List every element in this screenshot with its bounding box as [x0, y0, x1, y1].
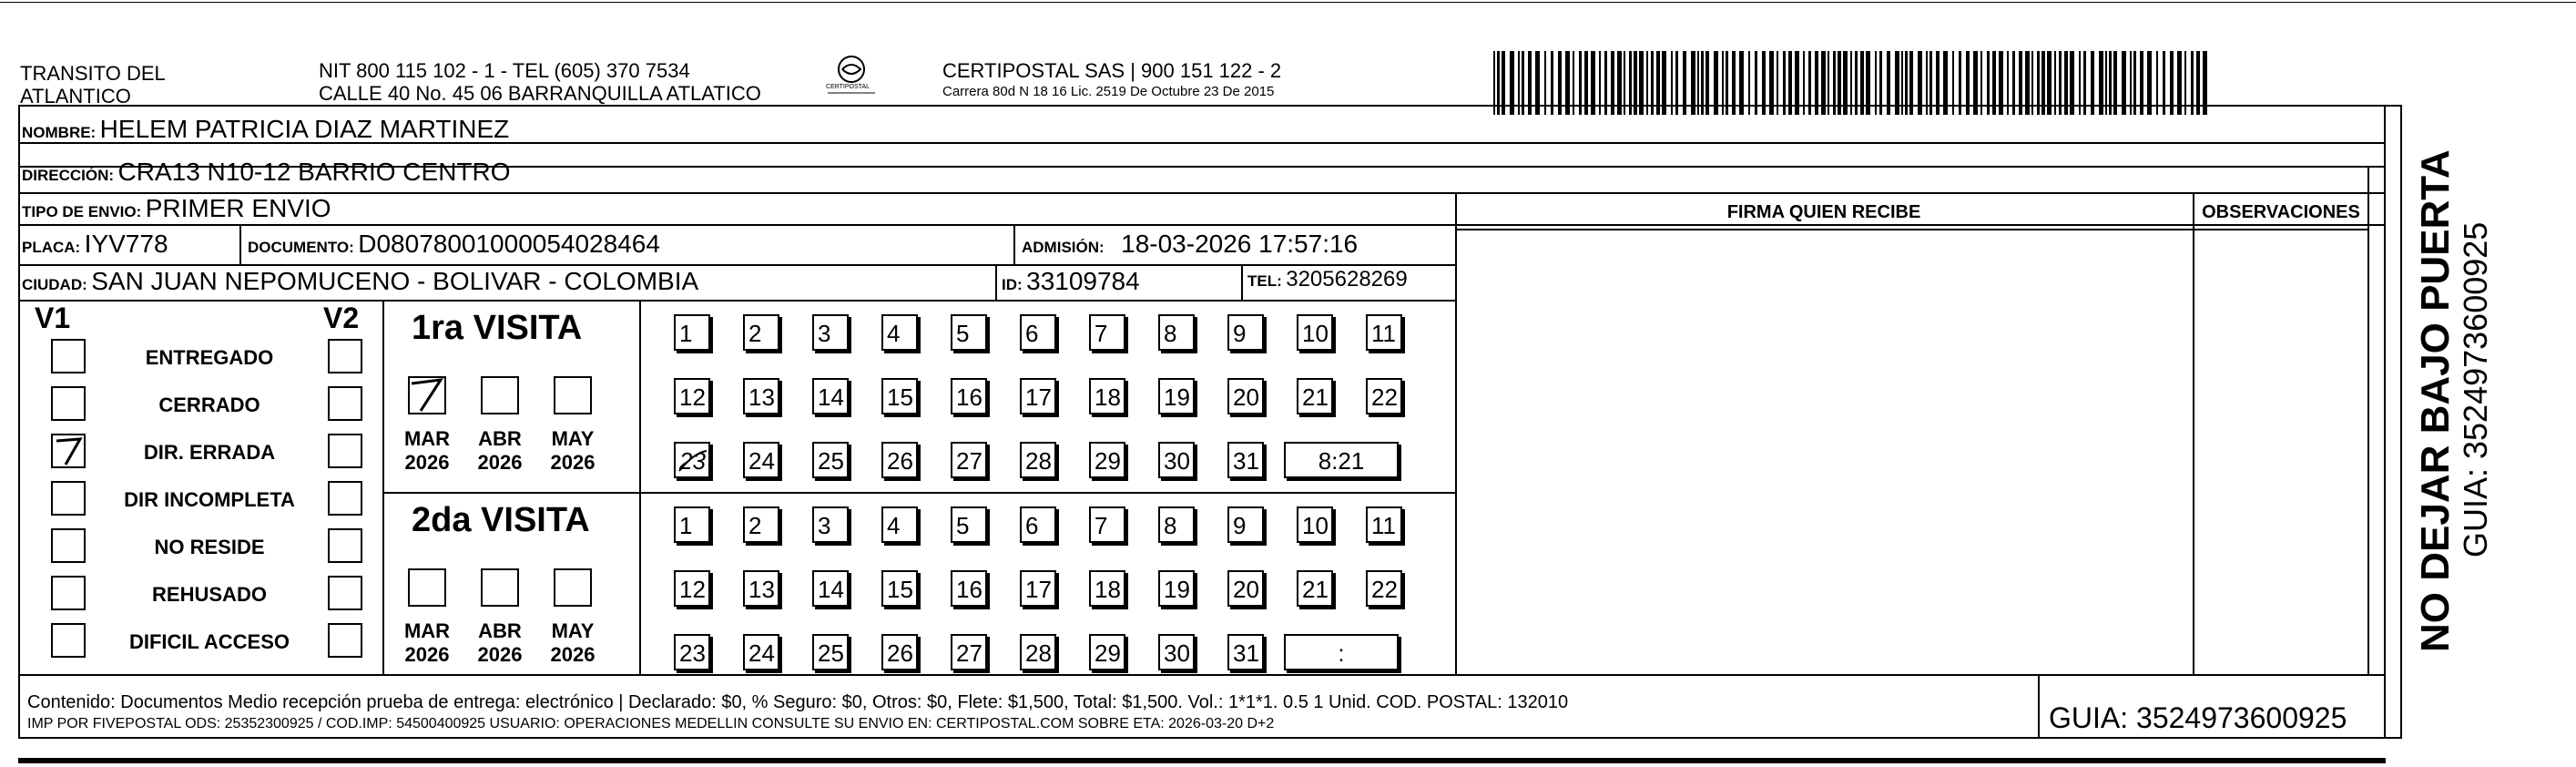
v1-checkbox[interactable]: [51, 339, 86, 373]
company-line: CERTIPOSTAL SAS | 900 151 122 - 2: [942, 59, 1282, 82]
v1-checkbox[interactable]: [51, 623, 86, 658]
first-visit-day-box[interactable]: 7: [1089, 314, 1125, 351]
status-label: DIFICIL ACCESO: [128, 630, 290, 653]
direccion-value: CRA13 N10-12 BARRIO CENTRO: [117, 158, 511, 186]
first-visit-day-box[interactable]: 24: [743, 442, 779, 478]
status-label: CERRADO: [158, 394, 260, 416]
admision-value: 18-03-2026 17:57:16: [1121, 230, 1359, 258]
second-visit-day-box[interactable]: 28: [1020, 634, 1056, 670]
first-visit-day-box[interactable]: 23: [674, 442, 710, 478]
shipping-form: [18, 105, 2402, 739]
admision-divider: [1013, 224, 1015, 264]
first-visit-year-label: 2026: [550, 451, 596, 474]
ciudad-label: CIUDAD:: [22, 276, 87, 293]
second-visit-year-label: 2026: [477, 643, 523, 666]
v2-checkbox[interactable]: [328, 481, 362, 516]
first-visit-title: 1ra VISITA: [412, 309, 583, 347]
first-visit-day-box[interactable]: 31: [1227, 442, 1264, 478]
first-visit-day-box[interactable]: 29: [1089, 442, 1125, 478]
first-visit-day-box[interactable]: 1: [674, 314, 710, 351]
second-visit-month-box[interactable]: [408, 568, 446, 607]
first-visit-day-box[interactable]: 12: [674, 378, 710, 414]
placa-label: PLACA:: [22, 239, 81, 256]
second-visit-day-box[interactable]: 27: [951, 634, 987, 670]
sender-info: [319, 59, 761, 105]
logo-text: CERTIPOSTAL: [826, 84, 870, 90]
footer-divider: [2038, 674, 2040, 739]
first-visit-day-box[interactable]: 20: [1227, 378, 1264, 414]
first-visit-day-box[interactable]: 9: [1227, 314, 1264, 351]
v2-checkbox[interactable]: [328, 434, 362, 468]
second-visit-day-box[interactable]: 17: [1020, 570, 1056, 607]
first-visit-day-box[interactable]: 19: [1158, 378, 1195, 414]
first-visit-day-box[interactable]: 28: [1020, 442, 1056, 478]
second-visit-day-box[interactable]: 8: [1158, 506, 1195, 543]
v1-label: V1: [35, 302, 71, 334]
v1-checkbox[interactable]: [51, 386, 86, 421]
tipo-envio-row: [22, 194, 331, 223]
observaciones-left-line: [2193, 192, 2194, 674]
placa-cell: [22, 230, 168, 259]
top-edge-line: [0, 2, 2576, 3]
footer-imp-line: IMP POR FIVEPOSTAL ODS: 25352300925 / COD.IMP: 54500400925 USUARIO: OPERACIONES MEDELLIN CONSULTE SU ENVIO EN: CERTIPOSTAL.COM SOBRE ETA: 2026-03-20 D+2: [27, 716, 1275, 731]
first-visit-day-box[interactable]: 11: [1366, 314, 1402, 351]
tel-cell: [1247, 267, 1408, 292]
first-visit-day-box[interactable]: 18: [1089, 378, 1125, 414]
status-label: REHUSADO: [152, 583, 267, 606]
second-visit-day-box[interactable]: 5: [951, 506, 987, 543]
first-visit-day-box[interactable]: 26: [881, 442, 918, 478]
v1-checkbox[interactable]: [51, 576, 86, 610]
v2-checkbox[interactable]: [328, 339, 362, 373]
observaciones-right-line: [2367, 166, 2369, 674]
second-visit-day-box[interactable]: 29: [1089, 634, 1125, 670]
status-label: DIR. ERRADA: [143, 441, 276, 464]
second-visit-day-box[interactable]: 10: [1297, 506, 1333, 543]
right-border: [2384, 105, 2386, 739]
second-visit-day-box[interactable]: 1: [674, 506, 710, 543]
nombre-value: HELEM PATRICIA DIAZ MARTINEZ: [99, 115, 510, 143]
second-visit-month-label: MAY: [551, 619, 595, 642]
second-visit-year-label: 2026: [550, 643, 596, 666]
v1-checkbox[interactable]: [51, 434, 86, 468]
first-visit-year-label: 2026: [404, 451, 450, 474]
v2-checkbox[interactable]: [328, 386, 362, 421]
admision-label: ADMISIÓN:: [1022, 239, 1105, 256]
placa-value: IYV778: [84, 230, 168, 258]
address-line: CALLE 40 No. 45 06 BARRANQUILLA ATLATICO: [319, 82, 761, 105]
v1-checkbox[interactable]: [51, 528, 86, 563]
visit-mid-divider: [382, 492, 1457, 494]
footer-content-line: Contenido: Documentos Medio recepción prueba de entrega: electrónico | Declarado: $0, % Seguro: $0, Otros: $0, Flete: $1,500, Total: $1,500. Vol.: 1*1*1. 0.5 1 Unid. COD. POSTAL: 132010: [27, 692, 1569, 712]
second-visit-day-box[interactable]: 15: [881, 570, 918, 607]
first-visit-day-box[interactable]: 22: [1366, 378, 1402, 414]
second-visit-day-box[interactable]: 30: [1158, 634, 1195, 670]
company-info: [942, 59, 1281, 102]
first-visit-day-box[interactable]: 27: [951, 442, 987, 478]
row-line-2: [18, 192, 2386, 194]
v2-checkbox[interactable]: [328, 576, 362, 610]
second-visit-day-box[interactable]: 7: [1089, 506, 1125, 543]
first-visit-year-label: 2026: [477, 451, 523, 474]
second-visit-month-box[interactable]: [554, 568, 592, 607]
second-visit-year-label: 2026: [404, 643, 450, 666]
placa-divider: [239, 224, 241, 264]
v1-checkbox[interactable]: [51, 481, 86, 516]
second-visit-day-box[interactable]: 14: [812, 570, 849, 607]
second-visit-day-box[interactable]: 16: [951, 570, 987, 607]
nit-line: NIT 800 115 102 - 1 - TEL (605) 370 7534: [319, 59, 690, 82]
tipo-envio-label: TIPO DE ENVIO:: [22, 203, 142, 220]
documento-cell: [248, 230, 660, 259]
row-line-3: [18, 224, 2386, 226]
first-visit-day-box[interactable]: 25: [812, 442, 849, 478]
firma-header: FIRMA QUIEN RECIBE: [1726, 202, 1921, 222]
admision-cell: [1022, 230, 1358, 259]
ciudad-value: SAN JUAN NEPOMUCENO - BOLIVAR - COLOMBIA: [91, 267, 699, 295]
second-visit-day-box[interactable]: 31: [1227, 634, 1264, 670]
id-label: ID:: [1002, 276, 1023, 293]
second-visit-day-box[interactable]: 4: [881, 506, 918, 543]
nombre-row: [22, 115, 509, 144]
first-visit-month-box[interactable]: [408, 376, 446, 414]
row-line-5: [18, 300, 1457, 302]
first-visit-day-box[interactable]: 30: [1158, 442, 1195, 478]
footer-line: [18, 674, 2386, 676]
documento-value: D08078001000054028464: [358, 230, 660, 258]
second-visit-day-box[interactable]: 13: [743, 570, 779, 607]
first-visit-day-box[interactable]: 8: [1158, 314, 1195, 351]
footer-guia: GUIA: 3524973600925: [2049, 701, 2347, 734]
status-label: ENTREGADO: [145, 346, 274, 369]
visit-block-divider: [382, 300, 384, 674]
certipostal-logo: [824, 53, 879, 100]
v2-label: V2: [323, 302, 360, 334]
second-visit-day-box[interactable]: 11: [1366, 506, 1402, 543]
v2-checkbox[interactable]: [328, 528, 362, 563]
first-visit-month-label: ABR: [478, 427, 522, 450]
first-visit-day-box[interactable]: 10: [1297, 314, 1333, 351]
direccion-label: DIRECCIÓN:: [22, 167, 115, 184]
second-visit-day-box[interactable]: 2: [743, 506, 779, 543]
id-value: 33109784: [1026, 267, 1140, 295]
sender-line-1: TRANSITO DEL: [20, 62, 166, 85]
second-visit-time-box[interactable]: :: [1284, 634, 1399, 670]
sender-name: [20, 62, 166, 107]
second-visit-day-box[interactable]: 23: [674, 634, 710, 670]
first-visit-day-box[interactable]: 21: [1297, 378, 1333, 414]
firma-header-line: [1455, 229, 2369, 230]
visit-month-divider: [639, 300, 641, 674]
second-visit-day-box[interactable]: 22: [1366, 570, 1402, 607]
v2-checkbox[interactable]: [328, 623, 362, 658]
id-cell: [1002, 267, 1140, 296]
nombre-label: NOMBRE:: [22, 124, 97, 141]
first-visit-day-box[interactable]: 14: [812, 378, 849, 414]
second-visit-day-box[interactable]: 20: [1227, 570, 1264, 607]
direccion-row: [22, 158, 511, 187]
second-visit-day-box[interactable]: 19: [1158, 570, 1195, 607]
id-divider: [995, 264, 997, 300]
tel-label: TEL:: [1247, 272, 1282, 290]
second-visit-title: 2da VISITA: [412, 501, 590, 539]
status-label: NO RESIDE: [154, 536, 265, 558]
sender-line-2: ATLANTICO: [20, 85, 131, 107]
first-visit-day-box[interactable]: 2: [743, 314, 779, 351]
second-visit-month-label: MAR: [403, 619, 451, 642]
side-guia: GUIA: 3524973600925: [2457, 221, 2494, 557]
first-visit-day-box[interactable]: 17: [1020, 378, 1056, 414]
first-visit-month-box[interactable]: [554, 376, 592, 414]
bottom-bar: [18, 758, 2386, 763]
first-visit-day-box[interactable]: 13: [743, 378, 779, 414]
firma-left-line: [1455, 192, 1457, 674]
first-visit-time-box[interactable]: 8:21: [1284, 442, 1399, 478]
first-visit-day-box[interactable]: 16: [951, 378, 987, 414]
second-visit-day-box[interactable]: 26: [881, 634, 918, 670]
first-visit-day-box[interactable]: 5: [951, 314, 987, 351]
first-visit-day-box[interactable]: 15: [881, 378, 918, 414]
status-label: DIR INCOMPLETA: [124, 488, 295, 511]
tel-divider: [1241, 264, 1243, 300]
tipo-envio-value: PRIMER ENVIO: [145, 194, 331, 222]
company-address: Carrera 80d N 18 16 Lic. 2519 De Octubre 23 De 2015: [942, 84, 1275, 99]
second-visit-day-box[interactable]: 24: [743, 634, 779, 670]
first-visit-day-box[interactable]: 6: [1020, 314, 1056, 351]
first-visit-month-label: MAY: [551, 427, 595, 450]
ciudad-cell: [22, 267, 698, 296]
second-visit-day-box[interactable]: 21: [1297, 570, 1333, 607]
second-visit-day-box[interactable]: 9: [1227, 506, 1264, 543]
second-visit-month-label: ABR: [478, 619, 522, 642]
side-notice: NO DEJAR BAJO PUERTA: [2413, 149, 2458, 652]
second-visit-day-box[interactable]: 3: [812, 506, 849, 543]
documento-label: DOCUMENTO:: [248, 239, 354, 256]
tel-value: 3205628269: [1286, 267, 1408, 291]
second-visit-day-box[interactable]: 18: [1089, 570, 1125, 607]
first-visit-month-label: MAR: [403, 427, 451, 450]
first-visit-day-box[interactable]: 3: [812, 314, 849, 351]
first-visit-month-box[interactable]: [481, 376, 519, 414]
observaciones-header: OBSERVACIONES: [2202, 202, 2360, 222]
first-visit-day-box[interactable]: 4: [881, 314, 918, 351]
second-visit-day-box[interactable]: 6: [1020, 506, 1056, 543]
second-visit-month-box[interactable]: [481, 568, 519, 607]
second-visit-day-box[interactable]: 12: [674, 570, 710, 607]
second-visit-day-box[interactable]: 25: [812, 634, 849, 670]
